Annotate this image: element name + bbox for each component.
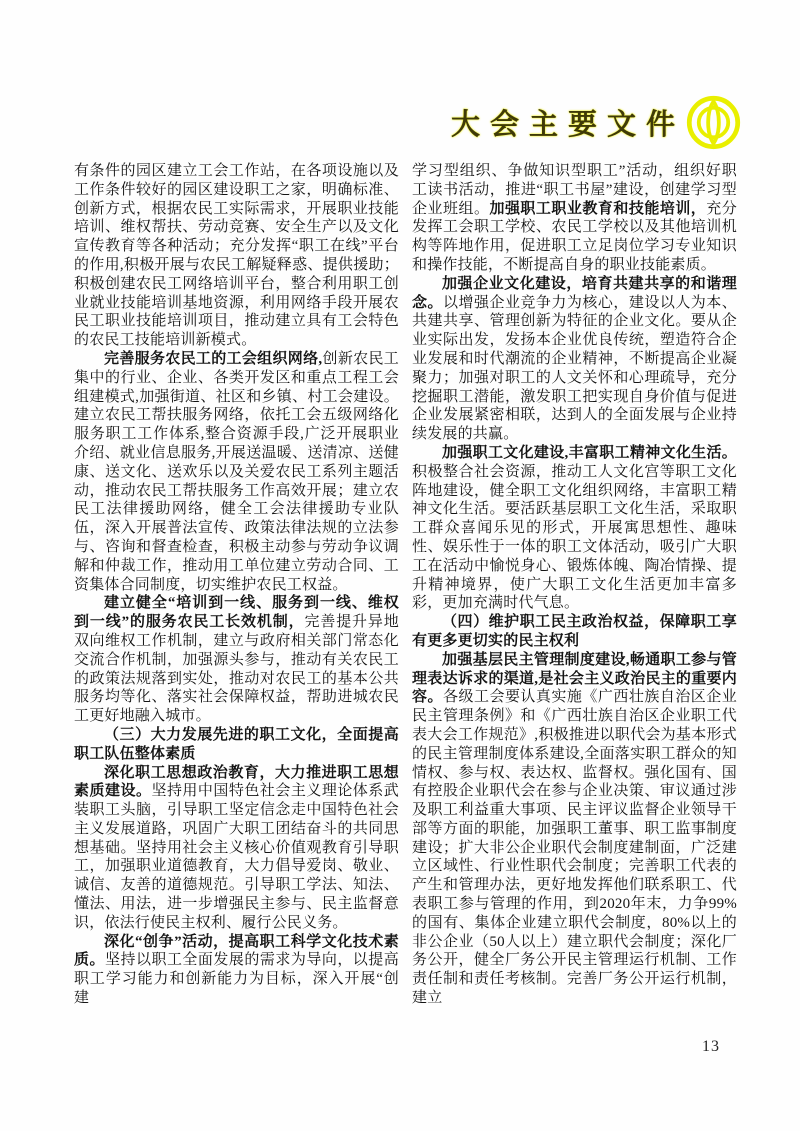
paragraph [412,162,737,275]
section-heading [74,726,399,764]
bold-lead-text: 加强职工职业教育和技能培训， [489,200,707,217]
bold-lead-text: 深化“创争”活动，提高职工科学文化技术素质。 [74,933,399,969]
right-column [412,162,737,1008]
bold-lead-text: （三）大力发展先进的职工文化，全面提高职工队伍整体素质 [74,726,399,762]
union-emblem-icon [685,94,742,151]
article-body [74,162,737,1008]
paragraph [412,651,737,1008]
body-text: 创新农民工集中的行业、企业、各类开发区和重点工程工会组建模式,加强街道、社区和乡镇、村工会建设。建立农民工帮扶服务网络，依托工会五级网络化服务职工工作体系,整合资源手段,广泛开展职业介绍、就业信息服务,开展送温暖、送清凉、送健康、送文化、送欢乐以及关爱农民工系列主题活动，推动农民工帮扶服务工作高效开展；建立农民工法律援助网络，健全工会法律援助专业队伍，深入开展普法宣传、政策法律法规的立法参与、咨询和督查检查，积极主动参与劳动争议调解和仲裁工作，推动用工单位建立劳动合同、工资集体合同制度，切实维护农民工权益。 [74,350,399,593]
bold-lead-text: （四）维护职工民主政治权益，保障职工享有更多更切实的民主权利 [412,614,737,649]
bold-lead-text: 深化职工思想政治教育，大力推进职工思想素质建设。 [74,764,399,800]
bold-lead-text: 加强职工文化建设,丰富职工精神文化生活。 [442,444,737,461]
body-text: 积极整合社会资源，推动工人文化宫等职工文化阵地建设，健全职工文化组织网络，丰富职工精神文化生活。要活跃基层职工文化生活，采取职工群众喜闻乐见的形式，开展寓思想性、趣味性、娱乐性于一体的职工文体活动，吸引广大职工在活动中愉悦身心、锻炼体魄、陶冶情操、提升精神境界，使广大职工文化生活更加丰富多彩，更加充满时代气息。 [412,463,737,612]
body-text: 以增强企业竞争力为核心，建设以人为本、共建共享、管理创新为特征的企业文化。要从企业实际出发，发扬本企业优良传统，塑造符合企业发展和时代潮流的企业精神，不断提高企业凝聚力；加强对职工的人文关怀和心理疏导，充分挖掘职工潜能，激发职工把实现自身价值与促进企业发展紧密相联，达到人的全面发展与企业持续发展的共赢。 [412,294,737,443]
paragraph [412,444,737,613]
section-heading [412,613,737,651]
paragraph [74,350,399,594]
bold-lead-text: 完善服务农民工的工会组织网络, [104,350,323,367]
page-header [451,94,742,151]
bold-lead-text: 加强企业文化建设，培育共建共享的和谐理念。 [412,275,737,311]
body-text: 学习型组织、争做知识型职工”活动，组织好职工读书活动，推进“职工书屋”建设，创建学习型企业班组。 [412,163,737,217]
left-column [74,162,399,1008]
paragraph [74,764,399,933]
paragraph [74,162,399,350]
body-text: 有条件的园区建立工会工作站，在各项设施以及工作条件较好的园区建设职工之家，明确标准、创新方式，根据农民工实际需求，开展职业技能培训、维权帮扶、劳动竞赛、安全生产以及文化宣传教育等各种活动；充分发挥“职工在线”平台的作用,积极开展与农民工解疑释惑、提供援助；积极创建农民工网络培训平台，整合利用职工创业就业技能培训基地资源，利用网络手段开展农民工职业技能培训项目，推动建立具有工会特色的农民工技能培训新模式。 [74,163,399,349]
body-text: 充分发挥工会职工学校、农民工学校以及其他培训机构等阵地作用，促进职工立足岗位学习专业知识和操作技能，不断提高自身的职业技能素质。 [412,200,737,273]
paragraph [74,933,399,1008]
paragraph [412,275,737,444]
body-text: 坚持用中国特色社会主义理论体系武装职工头脑，引导职工坚定信念走中国特色社会主义发展道路，巩固广大职工团结奋斗的共同思想基础。坚持用社会主义核心价值观教育引导职工，加强职业道德教育，大力倡导爱岗、敬业、诚信、友善的道德规范。引导职工学法、知法、懂法、用法，进一步增强民主参与、民主监督意识，依法行使民主权利、履行公民义务。 [74,783,399,931]
page-title: 大会主要文件 [450,109,685,141]
paragraph [74,594,399,726]
body-text: 坚持以职工全面发展的需求为导向，以提高职工学习能力和创新能力为目标，深入开展“创建 [74,952,399,1007]
bold-lead-text: 建立健全“培训到一线、服务到一线、维权到一线”的服务农民工长效机制， [74,595,399,631]
bold-lead-text: 加强基层民主管理制度建设,畅通职工参与管理表达诉求的渠道,是社会主义政治民主的重要内容。 [412,651,737,706]
page-number: 13 [702,1038,720,1055]
body-text: 完善提升异地双向维权工作机制，建立与政府相关部门常态化交流合作机制，加强源头参与，推动有关农民工的政策法规落到实处，推动对农民工的基本公共服务均等化、落实社会保障权益，帮助进城农民工更好地融入城市。 [74,614,399,725]
body-text: 各级工会要认真实施《广西壮族自治区企业民主管理条例》和《广西壮族自治区企业职工代表大会工作规范》,积极推进以职代会为基本形式的民主管理制度体系建设,全面落实职工群众的知情权、参与权、表达权、监督权。强化国有、国有控股企业职代会在参与企业决策、审议通过涉及职工利益重大事项、民主评议监督企业领导干部等方面的职能，加强职工董事、职工监事制度建设；扩大非公企业职代会制度建制面，广泛建立区域性、行业性职代会制度；完善职工代表的产生和管理办法，更好地发挥他们联系职工、代表职工参与管理的作用，到2020年末，力争99%的国有、集体企业建立职代会制度，80%以上的非公企业（50人以上）建立职代会制度；深化厂务公开，健全厂务公开民主管理运行机制、工作责任制和责任考核制。完善厂务公开运行机制，建立 [412,689,737,1007]
